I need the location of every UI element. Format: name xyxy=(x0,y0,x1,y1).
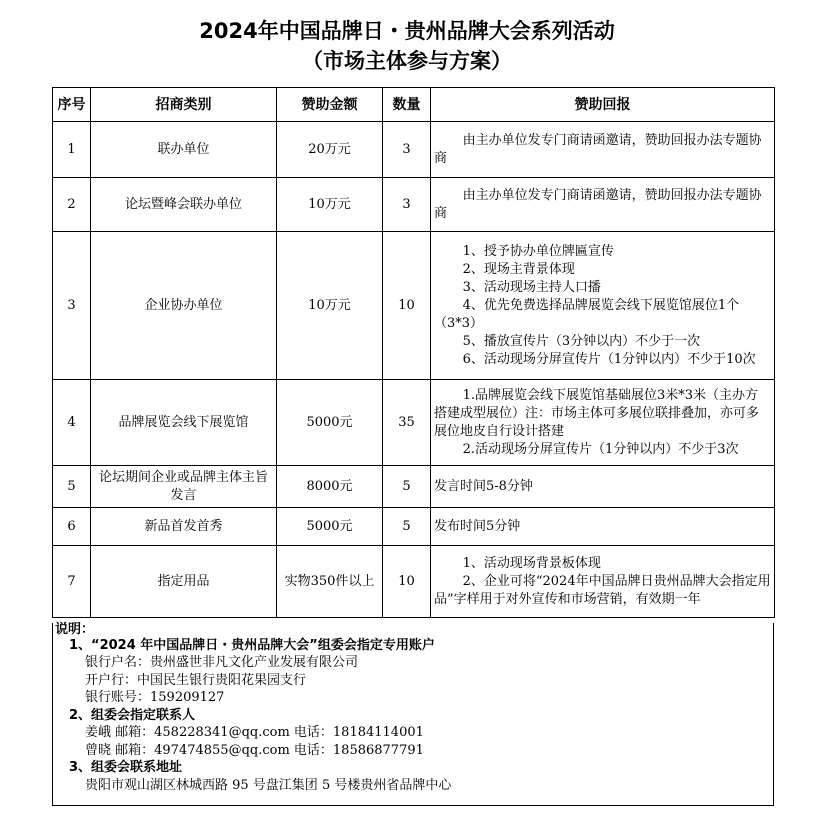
contact-1: 姜峨 邮箱：458228341@qq.com 电话：18184114001 xyxy=(85,725,424,740)
sponsorship-table xyxy=(52,87,775,618)
row-returns xyxy=(431,508,775,546)
return-line: 2.活动现场分屏宣传片（1分钟以内）不少于3次 xyxy=(462,441,739,457)
account-number: 银行账号：159209127 xyxy=(85,690,225,705)
return-line: 1、活动现场背景板体现 xyxy=(462,555,601,571)
contacts-section-title: 2、组委会指定联系人 xyxy=(69,708,196,723)
row-amount: 实物350件以上 xyxy=(277,546,383,618)
row-category: 论坛暨峰会联办单位 xyxy=(91,178,277,232)
account-section-title: 1、“2024 年中国品牌日・贵州品牌大会”组委会指定专用账户 xyxy=(69,638,435,653)
contact-2: 曾晓 邮箱：497474855@qq.com 电话：18586877791 xyxy=(85,743,424,758)
address: 贵阳市观山湖区林城西路 95 号盘江集团 5 号楼贵州省品牌中心 xyxy=(85,778,452,793)
return-line: 2、现场主背景体现 xyxy=(462,261,575,277)
row-category: 企业协办单位 xyxy=(91,232,277,380)
page-title: 2024年中国品牌日・贵州品牌大会系列活动 xyxy=(199,19,615,43)
header-returns: 赞助回报 xyxy=(431,88,775,122)
header-category: 招商类别 xyxy=(91,88,277,122)
row-qty: 5 xyxy=(383,466,431,508)
row-no: 6 xyxy=(53,508,91,546)
row-category: 论坛期间企业或品牌主体主旨发言 xyxy=(91,466,277,508)
return-line: 由主办单位发专门商请函邀请，赞助回报办法专题协商 xyxy=(434,187,762,221)
return-line: 1、授予协办单位牌匾宣传 xyxy=(462,243,614,259)
row-category: 指定用品 xyxy=(91,546,277,618)
row-returns xyxy=(431,380,775,466)
table-row xyxy=(53,232,775,380)
row-returns xyxy=(431,546,775,618)
row-amount: 5000元 xyxy=(277,508,383,546)
return-line: 6、活动现场分屏宣传片（1分钟以内）不少于10次 xyxy=(462,351,756,367)
row-returns xyxy=(431,466,775,508)
row-amount: 5000元 xyxy=(277,380,383,466)
table-row xyxy=(53,546,775,618)
row-qty: 10 xyxy=(383,546,431,618)
row-category: 新品首发首秀 xyxy=(91,508,277,546)
table-row xyxy=(53,122,775,178)
row-returns xyxy=(431,178,775,232)
header-qty: 数量 xyxy=(383,88,431,122)
row-amount: 8000元 xyxy=(277,466,383,508)
row-qty: 3 xyxy=(383,122,431,178)
account-bank: 开户行：中国民生银行贵阳花果园支行 xyxy=(85,673,307,688)
row-amount: 10万元 xyxy=(277,178,383,232)
row-no: 4 xyxy=(53,380,91,466)
notes-section xyxy=(52,623,774,806)
row-no: 2 xyxy=(53,178,91,232)
row-no: 1 xyxy=(53,122,91,178)
table-header-row xyxy=(53,88,775,122)
return-line: 1.品牌展览会线下展览馆基础展位3米*3米（主办方搭建成型展位）注：市场主体可多展位联排叠加，亦可多展位地皮自行设计搭建 xyxy=(434,387,760,439)
row-category: 品牌展览会线下展览馆 xyxy=(91,380,277,466)
table-row xyxy=(53,178,775,232)
row-amount: 20万元 xyxy=(277,122,383,178)
header-no: 序号 xyxy=(53,88,91,122)
row-no: 7 xyxy=(53,546,91,618)
return-line: 3、活动现场主持人口播 xyxy=(462,279,601,295)
return-line: 4、优先免费选择品牌展览会线下展览馆展位1个（3*3） xyxy=(434,297,740,331)
row-returns xyxy=(431,122,775,178)
table-row xyxy=(53,508,775,546)
row-no: 5 xyxy=(53,466,91,508)
return-line: 5、播放宣传片（3分钟以内）不少于一次 xyxy=(462,333,701,349)
row-returns xyxy=(431,232,775,380)
return-line: 发言时间5-8分钟 xyxy=(434,478,533,494)
table-row xyxy=(53,380,775,466)
row-amount: 10万元 xyxy=(277,232,383,380)
return-line: 由主办单位发专门商请函邀请，赞助回报办法专题协商 xyxy=(434,132,762,166)
page-subtitle: （市场主体参与方案） xyxy=(302,49,512,73)
row-qty: 3 xyxy=(383,178,431,232)
return-line: 发布时间5分钟 xyxy=(434,518,521,534)
row-no: 3 xyxy=(53,232,91,380)
address-section-title: 3、组委会联系地址 xyxy=(69,760,183,775)
table-row xyxy=(53,466,775,508)
row-category: 联办单位 xyxy=(91,122,277,178)
account-name: 银行户名：贵州盛世非凡文化产业发展有限公司 xyxy=(85,655,359,670)
row-qty: 10 xyxy=(383,232,431,380)
return-line: 2、企业可将“2024年中国品牌日贵州品牌大会指定用品”字样用于对外宣传和市场营销，有效期一年 xyxy=(434,573,771,607)
row-qty: 35 xyxy=(383,380,431,466)
header-amount: 赞助金额 xyxy=(277,88,383,122)
row-qty: 5 xyxy=(383,508,431,546)
notes-label: 说明： xyxy=(55,622,95,637)
